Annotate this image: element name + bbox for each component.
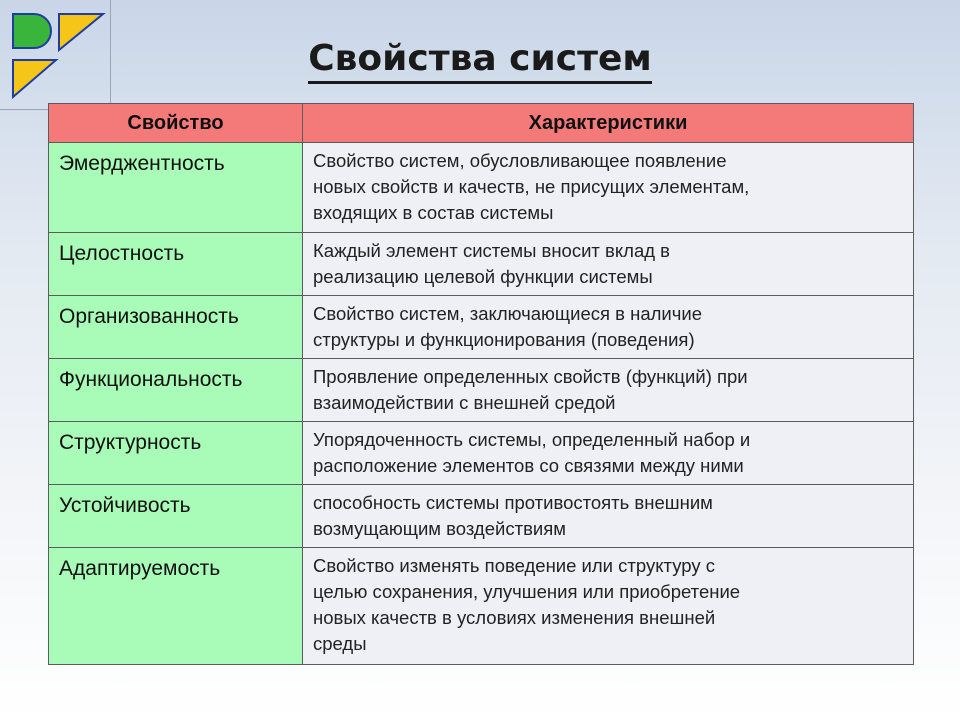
property-name: Адаптируемость: [49, 548, 303, 665]
table-row: [49, 548, 914, 665]
table-row: [49, 143, 914, 233]
property-name: Структурность: [49, 422, 303, 485]
description-line: структуры и функционирования (поведения): [313, 329, 695, 350]
page-title: [0, 38, 960, 79]
description-line: новых качеств в условиях изменения внешней: [313, 607, 716, 628]
properties-table: [48, 103, 914, 665]
property-name: Функциональность: [49, 359, 303, 422]
description-line: расположение элементов со связями между ними: [313, 455, 744, 476]
header-characteristics: Характеристики: [303, 104, 914, 143]
description-line: входящих в состав системы: [313, 202, 554, 223]
description-line: Свойство систем, обусловливающее появление: [313, 150, 727, 171]
property-description: [303, 422, 914, 485]
description-line: способность системы противостоять внешним: [313, 492, 713, 513]
description-line: новых свойств и качеств, не присущих элементам,: [313, 176, 750, 197]
description-line: реализацию целевой функции системы: [313, 266, 653, 287]
property-name: Целостность: [49, 233, 303, 296]
description-line: взаимодействии с внешней средой: [313, 392, 616, 413]
property-description: [303, 143, 914, 233]
description-line: среды: [313, 633, 367, 654]
property-description: [303, 296, 914, 359]
description-line: Каждый элемент системы вносит вклад в: [313, 240, 671, 261]
description-line: возмущающим воздействиям: [313, 518, 566, 539]
description-line: Свойство систем, заключающиеся в наличие: [313, 303, 703, 324]
property-name: Устойчивость: [49, 485, 303, 548]
description-line: Упорядоченность системы, определенный набор и: [313, 429, 751, 450]
property-name: Организованность: [49, 296, 303, 359]
table-header-row: [49, 104, 914, 143]
description-line: Проявление определенных свойств (функций) при: [313, 366, 748, 387]
property-description: [303, 548, 914, 665]
description-line: Свойство изменять поведение или структуру с: [313, 555, 715, 576]
property-description: [303, 485, 914, 548]
property-name: Эмерджентность: [49, 143, 303, 233]
table-row: [49, 233, 914, 296]
table-row: [49, 422, 914, 485]
description-line: целью сохранения, улучшения или приобретение: [313, 581, 741, 602]
table-row: [49, 359, 914, 422]
table-row: [49, 296, 914, 359]
header-property: Свойство: [49, 104, 303, 143]
table-row: [49, 485, 914, 548]
page-title-text: Свойства систем: [308, 38, 652, 84]
property-description: [303, 359, 914, 422]
property-description: [303, 233, 914, 296]
